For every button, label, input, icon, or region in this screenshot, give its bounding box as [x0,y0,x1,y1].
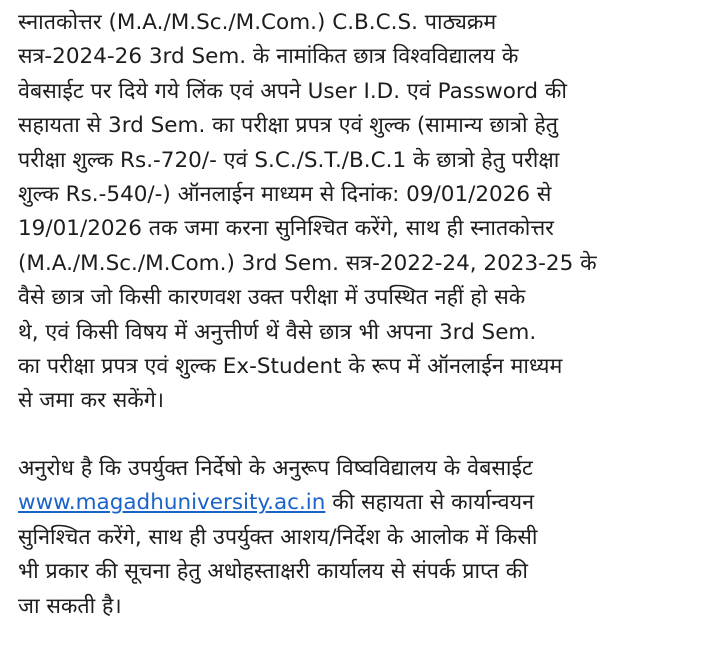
notice-paragraph-2 [18,452,704,624]
text-line: से जमा कर सकेंगे। [18,388,165,414]
text-line: वेबसाईट पर दिये गये लिंक एवं अपने User I.D. एवं Password की [18,78,567,104]
text-line: (M.A./M.Sc./M.Com.) 3rd Sem. सत्र-2022-24, 2023-25 के [18,250,597,276]
text-line: वैसे छात्र जो किसी कारणवश उक्त परीक्षा में उपस्थित नहीं हो सके [18,285,526,311]
text-line: भी प्रकार की सूचना हेतु अधोहस्ताक्षरी कार्यालय से संपर्क प्राप्त की [18,559,528,585]
text-line: जा सकती है। [18,593,122,619]
text-line: सत्र-2024-26 3rd Sem. के नामांकित छात्र विश्वविद्यालय के [18,44,519,70]
text-line: सहायता से 3rd Sem. का परीक्षा प्रपत्र एवं शुल्क (सामान्य छात्रो हेतु [18,113,559,139]
text-line: स्नातकोत्तर (M.A./M.Sc./M.Com.) C.B.C.S. पाठ्यक्रम [18,10,497,35]
text-line: अनुरोध है कि उपर्युक्त निर्देषो के अनुरूप विष्वविद्यालय के वेबसाईट [18,455,533,481]
university-website-link[interactable]: www.magadhuniversity.ac.in [18,490,326,516]
text-line: शुल्क Rs.-540/-) ऑनलाईन माध्यम से दिनांक: 09/01/2026 से [18,182,552,208]
text-line: 19/01/2026 तक जमा करना सुनिश्चित करेंगे, साथ ही स्नातकोत्तर [18,216,554,242]
text-line: सुनिश्चित करेंगे, साथ ही उपर्युक्त आशय/निर्देश के आलोक में किसी [18,524,538,550]
text-line: का परीक्षा प्रपत्र एवं शुल्क Ex-Student के रूप में ऑनलाईन माध्यम [18,354,563,380]
text-segment: की सहायता से कार्यान्वयन [325,490,535,516]
text-line: थे, एवं किसी विषय में अनुत्तीर्ण थें वैसे छात्र भी अपना 3rd Sem. [18,319,537,345]
text-line: परीक्षा शुल्क Rs.-720/- एवं S.C./S.T./B.C.1 के छात्रो हेतु परीक्षा [18,147,560,173]
notice-paragraph-1 [18,6,704,419]
text-line [18,486,704,520]
